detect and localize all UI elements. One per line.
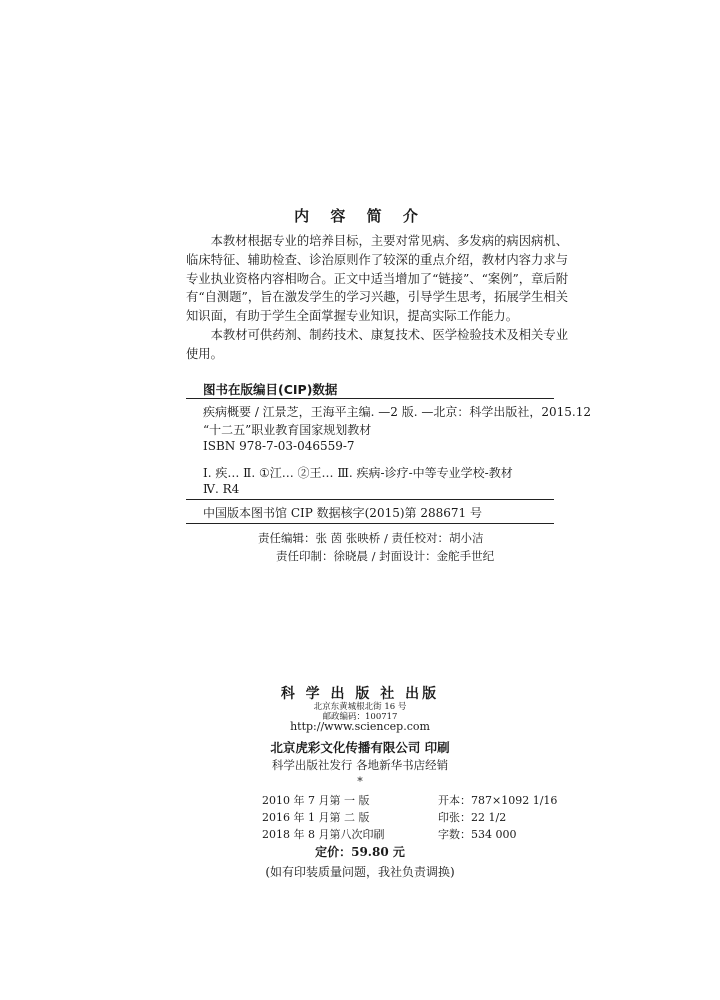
printer-name: 北京虎彩文化传播有限公司 印刷 <box>270 740 450 755</box>
quality-note: (如有印装质量问题，我社负责调换) <box>265 865 455 879</box>
edition-info: 字数：534 000 <box>438 828 517 841</box>
edition-date: 2016 年 1 月第 二 版 <box>262 811 370 824</box>
credits-line-2: 责任印制：徐晓晨 / 封面设计：金舵手世纪 <box>276 549 495 563</box>
cip-line-2: “十二五”职业教育国家规划教材 <box>203 423 372 437</box>
edition-date: 2018 年 8 月第八次印刷 <box>262 828 385 841</box>
intro-body <box>186 232 568 364</box>
edition-row <box>262 826 517 842</box>
edition-row <box>262 809 506 825</box>
cip-isbn: ISBN 978-7-03-046559-7 <box>203 439 355 453</box>
cip-rule-top <box>186 398 554 399</box>
edition-row <box>262 792 557 808</box>
publisher-postcode: 邮政编码：100717 <box>322 712 398 722</box>
price: 定价：59.80 元 <box>315 845 405 859</box>
edition-info: 印张：22 1/2 <box>438 811 507 824</box>
intro-title: 内 容 简 介 <box>294 207 426 225</box>
cip-line-1: 疾病概要 / 江景芝，王海平主编. —2 版. —北京：科学出版社，2015.12 <box>203 405 592 419</box>
publisher-address: 北京东黄城根北街 16 号 <box>313 702 407 712</box>
distribution-note: 科学出版社发行 各地新华书店经销 <box>271 758 449 772</box>
edition-date: 2010 年 7 月第 一 版 <box>262 794 370 807</box>
publisher-url: http://www.sciencep.com <box>290 720 430 733</box>
credits-line-1: 责任编辑：张 茵 张映桥 / 责任校对：胡小洁 <box>258 531 484 545</box>
publisher-name: 科 学 出 版 社 出版 <box>280 686 440 702</box>
cip-class-1: Ⅰ. 疾… Ⅱ. ①江… ②王… Ⅲ. 疾病-诊疗-中等专业学校-教材 <box>203 466 513 480</box>
edition-info: 开本：787×1092 1/16 <box>438 794 558 807</box>
cip-record: 中国版本图书馆 CIP 数据核字(2015)第 288671 号 <box>203 506 482 520</box>
cip-title: 图书在版编目(CIP)数据 <box>203 382 338 397</box>
cip-rule-middle <box>186 499 554 500</box>
intro-paragraph-2: 本教材可供药剂、制药技术、康复技术、医学检验技术及相关专业使用。 <box>186 327 568 361</box>
cip-rule-bottom <box>186 523 554 524</box>
intro-paragraph-1: 本教材根据专业的培养目标，主要对常见病、多发病的病因病机、临床特征、辅助检查、诊治原则作了较深的重点介绍，教材内容力求与专业执业资格内容相吻合。正文中适当增加了“链接”、“案例”，章后附有“自测题”，旨在激发学生的学习兴趣，引导学生思考，拓展学生相关知识面，有助于学生全面掌握专业知识，提高实际工作能力。 <box>186 234 568 324</box>
cip-class-2: Ⅳ. R4 <box>203 482 240 496</box>
separator-star: * <box>357 775 363 788</box>
